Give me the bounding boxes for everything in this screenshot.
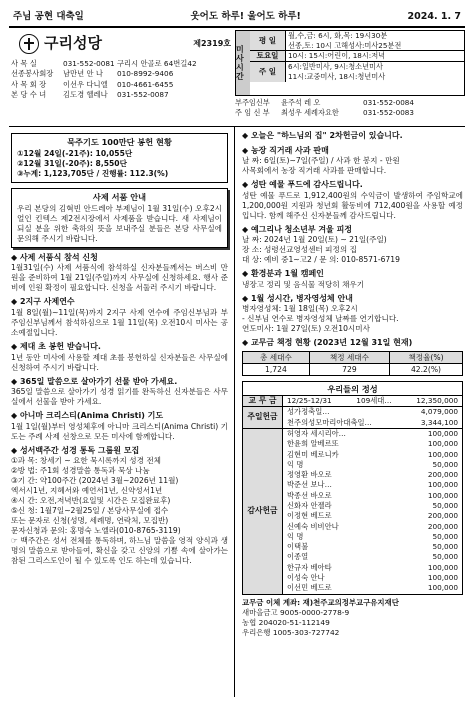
staff-role: 사 목 실 [11, 59, 37, 68]
donation-item [283, 563, 462, 573]
rosary-item: ③누계: 1,123,705단 / 진행률: 112.3(%) [17, 168, 169, 178]
section-text: 1월31일(수) 사제 서품식에 참석하실 신자분들께서는 버스비 만원을 준비하여 1월 21일(주일)까지 사무실에 신청하세요. 행사 준비에 인원 확정이 필요합니다. 신청을 서둘러 주시기 바랍니다. [11, 263, 228, 293]
donation-item [283, 396, 462, 406]
rosary-title: 묵주기도 100만단 봉헌 현황 [67, 137, 172, 147]
section-title: ◆ 아니마 크리스티(Anima Christi) 기도 [11, 411, 164, 421]
donor-name: 천주의성모마리아대축일… [287, 417, 372, 427]
mass-time: 11시:교중미사, 18시:청년미사 [288, 72, 386, 82]
staff-phone: 031-552-0087 [117, 90, 169, 100]
donor-name: 김현미 베로니카 [287, 449, 339, 459]
staff-name: 이선우 다니엘 [63, 79, 108, 89]
notice-title: 사제 서품 안내 [92, 191, 147, 202]
donor-name: 이정현 베드로 [287, 511, 332, 521]
donation-item [283, 418, 462, 428]
donation-amount: 50,000 [432, 542, 458, 552]
donation-item [283, 407, 462, 417]
donor-name: 이성숙 안나 [287, 573, 325, 583]
stat-value: 42.2(%) [389, 364, 462, 376]
section-line: 날 짜: 6일(토)~7일(주일) / 사과 한 봉지 - 만원 [242, 156, 400, 166]
staff-phone: 010-4661-6455 [117, 79, 174, 89]
logo-row [11, 31, 235, 57]
donation-amount: 50,000 [432, 459, 458, 469]
donation-amount: 100,000 [427, 428, 458, 438]
cross-logo-icon [19, 34, 39, 54]
stat-header: 총 세대수 [243, 352, 310, 364]
section-title: ◆ 2지구 사제연수 [11, 297, 75, 307]
donation-amount: 200,000 [427, 511, 458, 521]
mass-row-saturday [250, 51, 464, 62]
priest-phone: 031-552-0084 [363, 98, 414, 107]
bible-line: 문자신청과 문의: 홍명숙 노엘라(010-8765-3119) [11, 526, 181, 536]
staff-name: 김도경 헬레나 [63, 90, 108, 100]
bible-line: ④시 간: 오전,저녁반(요일및 시간은 모집완료후) [11, 496, 171, 506]
section-title: ◆ 환경분과 1월 캠페인 [242, 269, 324, 279]
ordination-notice-box [11, 188, 228, 248]
section-line: 대 상: 예비 중1~고2 / 문 의: 010-8571-6719 [242, 255, 400, 265]
bible-line: ☞ 백주간은 성서 전체를 통독하며, 하느님 말씀을 영적 양식과 생명의 말씀으로 받아들여, 확신을 갖고 신앙의 기쁨 속에 살아가는 참된 그리스도인이 될 수 있도록 인도 하는데 있습니다. [11, 536, 228, 566]
donation-amount: 3,344,100 [420, 417, 458, 427]
donation-item [283, 480, 462, 490]
section-line: 장 소: 성령선교영성센터 피정의 집 [242, 245, 357, 255]
donation-amount: 100,000 [427, 449, 458, 459]
right-section [242, 180, 463, 221]
staff-role: 사 목 회 장 [11, 79, 47, 89]
donor-name: 신화자 안젤라 [287, 500, 332, 510]
donor-name: 한윤희 알베르또 [287, 439, 339, 449]
right-section [242, 269, 463, 290]
mass-row-weekday [250, 31, 464, 51]
left-section [11, 253, 228, 294]
section-title: ◆ 사제 서품식 참석 신청 [11, 252, 98, 262]
bulletin-date: 2024. 1. 7 [407, 11, 461, 23]
donation-amount: 200,000 [427, 521, 458, 531]
section-text: 1월 8일(월)~11일(목)까지 2지구 사제 연수에 주임신부님과 부주임신부님께서 참석하심으로 1월 11일(목) 오전10시 미사는 공소예절입니다. [11, 307, 228, 337]
mass-time: 월,수,금: 6시, 화,목: 19시30분 [288, 31, 388, 40]
section-text: 1년 동안 미사에 사용할 제대 초를 봉헌하실 신자분들은 사무실에 신청하여 주시기 바랍니다. [11, 352, 228, 372]
issue-number: 제2319호 [193, 38, 231, 48]
account-line: 새마을금고 9005-0000-2778-9 [242, 607, 350, 617]
donation-row-sunday [243, 407, 462, 429]
section-line: - 신부님 연수로 병자영성체 날짜를 연기합니다. [242, 314, 399, 324]
mass-label: 주 일 [250, 62, 286, 81]
priest-name: 윤주석 레 오 [281, 98, 321, 107]
right-column [235, 127, 465, 697]
section-title: ◆ 1월 성시간, 병자영성체 안내 [242, 293, 353, 303]
donation-item [283, 511, 462, 521]
donation-amount: 100,000 [427, 583, 458, 593]
donation-title: 우리들의 정성 [243, 382, 462, 396]
staff-name: 남만년 안 나 [63, 69, 103, 79]
donation-amount: 100,000 [427, 490, 458, 500]
donation-amount: 100,000 [427, 439, 458, 449]
header-left [9, 28, 235, 126]
donation-amount: 50,000 [432, 531, 458, 541]
donor-name: 박준선 보나… [287, 480, 332, 490]
account-line: 교무금 이체 계좌: 재)천주교의정부교구유지재단 [242, 597, 399, 607]
feast-name: 주님 공현 대축일 [13, 11, 84, 23]
donation-item [283, 439, 462, 449]
section-line: 병자영성체: 1월 18일(목) 오후2시 [242, 304, 358, 314]
mass-label: 토요일 [250, 51, 286, 61]
donation-item [283, 429, 462, 439]
notice-text: 우리 본당의 김혁빈 안드레아 부제님이 1월 31일(수) 오후2시 얼인 킨텍스 제2전시장에서 사제품을 받습니다. 새 사제님이 되실 분을 위한 축하의 뜻을 보내주실 분들은 본당 사무실에 문의해 주시기 바랍니다. [17, 203, 222, 243]
top-bar [9, 8, 465, 28]
donor-name: 이택불 [287, 542, 309, 552]
donation-amount: 100,000 [427, 562, 458, 572]
donation-row-dues [243, 396, 462, 407]
priest-phone: 031-552-0083 [363, 108, 414, 118]
section-line: 날 짜: 2024년 1월 20일(토) ~ 21일(주일) [242, 235, 387, 245]
donation-amount: 200,000 [427, 470, 458, 480]
donor-name: 허영자 세시리아… [287, 428, 346, 438]
slogan: 웃어도 하루! 울어도 하루! [190, 11, 301, 23]
donation-amount: 100,000 [427, 573, 458, 583]
donor-name: 박종선 바오로 [287, 490, 332, 500]
rosary-box [11, 133, 228, 183]
donation-category: 주일헌금 [243, 407, 283, 428]
section-title: ◆ 농장 직거래 사과 판매 [242, 145, 329, 155]
right-section [242, 131, 463, 142]
donor-name: 이종열 [287, 552, 309, 562]
mass-time: 10시: 15시:어린이, 18시:저녁 [288, 51, 386, 61]
donor-name: 성가정축일… [287, 407, 330, 417]
right-section [242, 225, 463, 266]
donor-name: 정영환 바오로 [287, 470, 332, 480]
stat-value: 729 [309, 364, 389, 376]
church-name: 구리성당 [44, 34, 102, 53]
donation-amount: 12,350,000 [416, 396, 458, 406]
section-title: ◆ 성서백주간 성경 통독 그룹원 모집 [11, 445, 140, 455]
stat-title: ◆ 교무금 책정 현황 (2023년 12월 31일 현재) [242, 338, 413, 348]
bible-line: ⑤신 청: 1월7일~2월25일 / 본당사무실에 접수 [11, 506, 169, 516]
section-line: 연도미사: 1월 27일(토) 오전10시미사 [242, 324, 370, 334]
left-section [11, 411, 228, 442]
donor-name: 신예숙 비비안나 [287, 521, 339, 531]
donation-item [283, 450, 462, 460]
staff-list [11, 59, 235, 100]
donation-item [283, 501, 462, 511]
section-line: 성탄 예물 푸드로 1,912,400원의 수익금이 발생하여 주임학교에 1,200,000원 지원과 청년회 활동비에 712,400원을 사용할 예정입니다. 함께 해주신 신자분들께 감사드립니다. [242, 190, 463, 220]
mass-label: 평 일 [250, 31, 286, 50]
priest-list [235, 98, 465, 118]
mass-row-sunday [250, 62, 464, 81]
bible-line: ③기 간: 약100주간 (2024년 3월~2026년 11월) [11, 476, 179, 486]
donation-count: 109세대… [356, 396, 392, 406]
rosary-item: ①12월 24일(-21주): 10,055단 [17, 148, 133, 158]
section-text: 365일 말씀으로 살아가기 성경 읽기를 완독하신 신자분들은 사무실에서 선물을 받아 가세요. [11, 387, 228, 407]
stat-table [242, 351, 463, 376]
bible-line: ①과 목: 창세기 ~ 요한 묵시록까지 성경 전체 [11, 456, 161, 466]
account-line: 농협 204020-51-112149 [242, 617, 330, 627]
priest-role: 주 임 신 부 [235, 108, 270, 118]
right-section [242, 146, 463, 177]
rosary-item: ②12월 31일(-20주): 8,550단 [17, 158, 127, 168]
staff-role: 본 당 수 녀 [11, 90, 47, 100]
left-column [9, 127, 235, 697]
donation-row-thanks [243, 429, 462, 594]
section-line: 사목회에서 농장 직거래 사과를 판매합니다. [242, 166, 387, 176]
header [9, 28, 465, 127]
donation-item [283, 583, 462, 593]
stat-header: 책정율(%) [389, 352, 462, 364]
donation-item [283, 522, 462, 532]
donation-category: 교 무 금 [243, 396, 283, 406]
staff-phone: 010-8992-9406 [117, 69, 174, 79]
donation-amount: 4,079,000 [420, 407, 458, 417]
bible-line: ②방 법: 주1회 성경말씀 통독과 묵상 나눔 [11, 466, 150, 476]
donation-date: 12/25-12/31 [287, 396, 332, 406]
section-title: ◆ 성탄 예물 푸드에 감사드립니다. [242, 180, 363, 190]
donation-item [283, 460, 462, 470]
donation-item [283, 532, 462, 542]
section-title: ◆ 365일 말씀으로 살아가기 선물 받아 가세요. [11, 376, 178, 386]
section-line: 냉장고 정리 및 음식물 적당히 채우기 [242, 279, 365, 289]
donation-item [283, 573, 462, 583]
header-right [235, 28, 465, 126]
bible-line: 엑서시1년, 지혜서와 예언서1년, 신약성서1년 [11, 486, 163, 496]
donation-item [283, 470, 462, 480]
section-title: ◆ 오늘은 "하느님의 집" 2차헌금이 있습니다. [242, 131, 403, 140]
staff-phone: 구리시 안골로 64번길42 [117, 59, 197, 68]
section-title: ◆ 예그리나 청소년부 겨울 피정 [242, 224, 353, 234]
account-line: 우리은행 1005-303-727742 [242, 627, 340, 637]
right-section [242, 294, 463, 335]
donation-item [283, 542, 462, 552]
account-info [242, 598, 463, 638]
donor-name: 한규자 베아타 [287, 562, 332, 572]
section-text: 1월 1일(월)부터 영성체후에 아니마 크리스티(Anima Christi) 기도는 주례 사제 선창으로 모든 미사에 함께합니다. [11, 421, 228, 441]
donation-amount: 50,000 [432, 500, 458, 510]
donation-table [242, 381, 463, 595]
donor-name: 익 명 [287, 459, 304, 469]
donation-category: 감사헌금 [243, 429, 283, 594]
donation-item [283, 491, 462, 501]
bible-line: 또는 문자로 신청(성명, 세례명, 연락처, 모집반) [11, 516, 169, 526]
mass-side-label: 미사시간 [236, 31, 250, 95]
left-section [11, 297, 228, 338]
left-section [11, 377, 228, 408]
donation-amount: 100,000 [427, 480, 458, 490]
donor-name: 이선민 베드로 [287, 583, 332, 593]
mass-schedule [235, 30, 465, 96]
section-title: ◆ 제대 초 봉헌 받습니다. [11, 341, 101, 351]
stat-value: 1,724 [243, 364, 310, 376]
donation-amount: 50,000 [432, 552, 458, 562]
mass-time: 선종,토: 10시 고해성사:미사25분전 [288, 40, 402, 50]
donor-name: 익 명 [287, 531, 304, 541]
mass-time: 6시:일반미사, 9시:청소년미사 [288, 62, 383, 72]
bible-section [11, 446, 228, 567]
staff-role: 선종봉사회장 [11, 69, 54, 79]
donation-item [283, 552, 462, 562]
priest-role: 부주임신부 [235, 98, 270, 107]
left-section [11, 342, 228, 373]
staff-name: 031-552-0081 [63, 59, 115, 68]
priest-name: 최성우 세례자요한 [281, 108, 339, 118]
stat-header: 책정 세대수 [309, 352, 389, 364]
